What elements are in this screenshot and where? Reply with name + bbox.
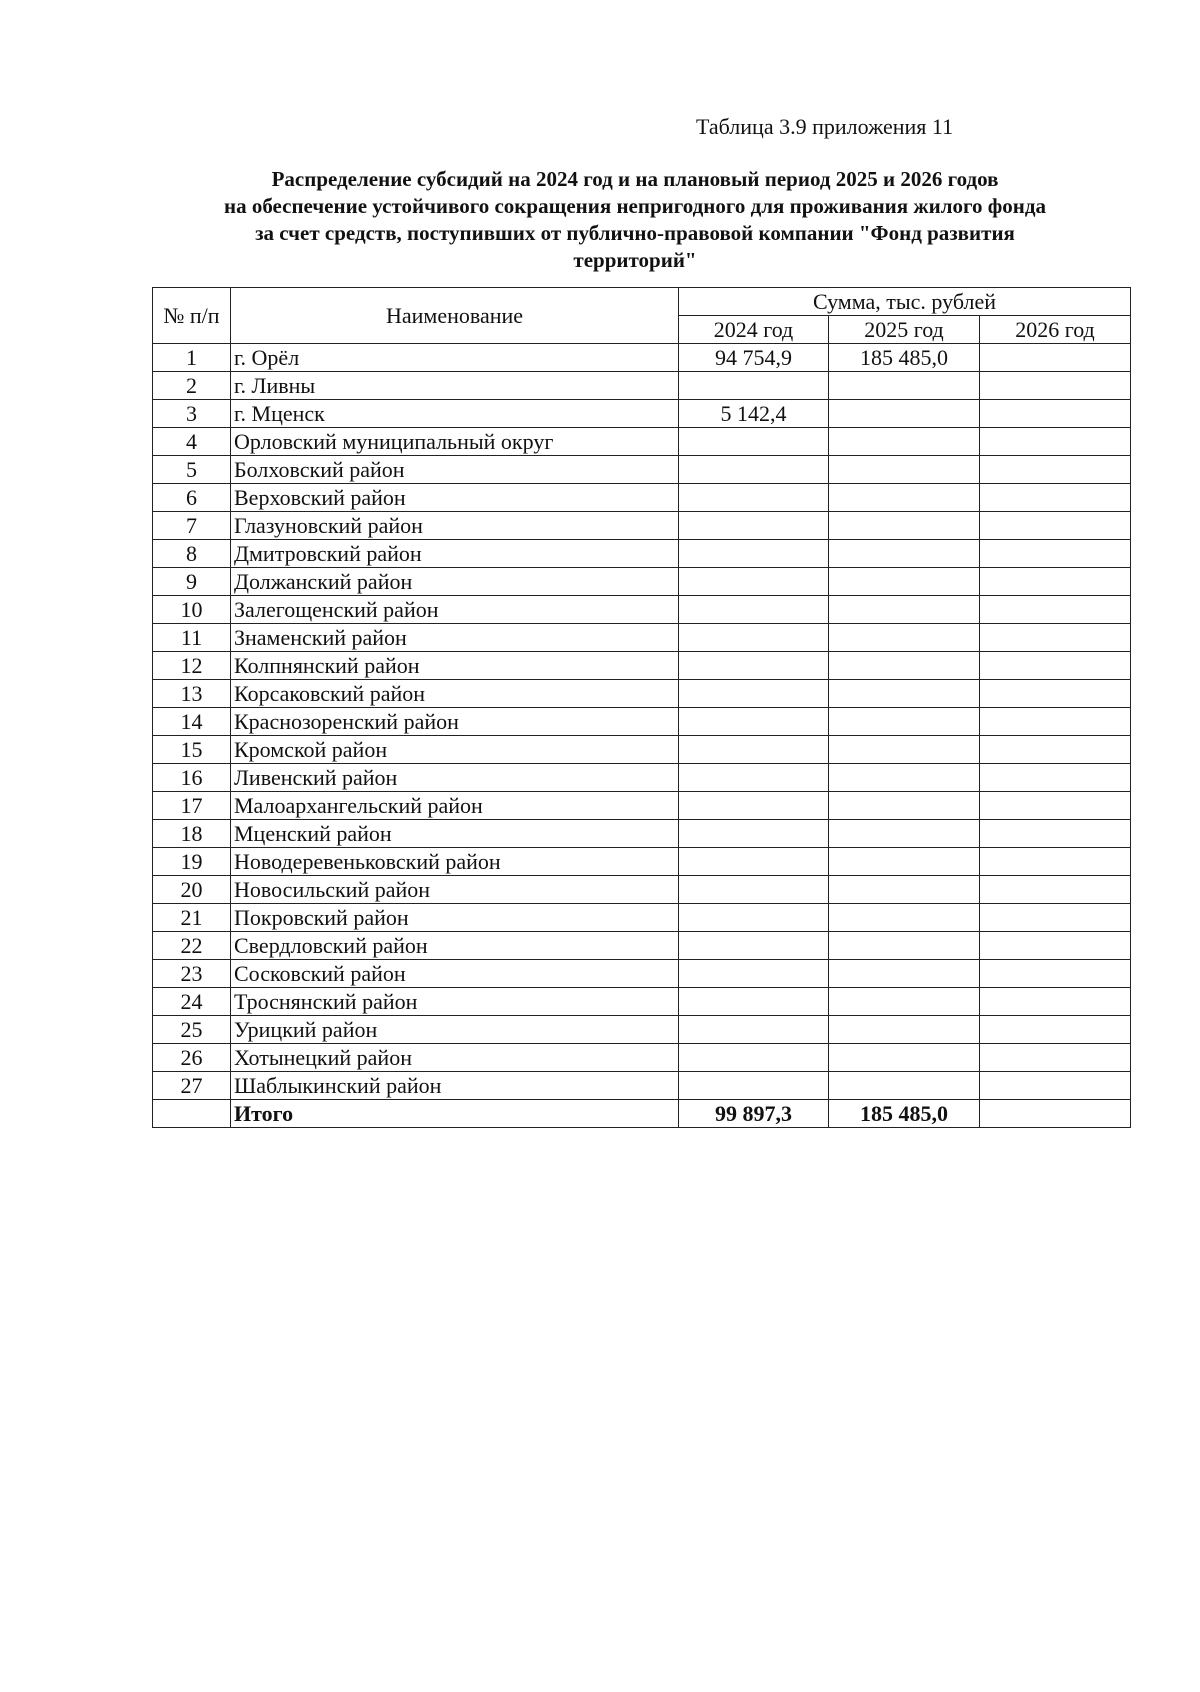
row-number: 2 bbox=[153, 372, 231, 400]
row-number: 18 bbox=[153, 820, 231, 848]
row-value-2026 bbox=[980, 512, 1131, 540]
row-value-2026 bbox=[980, 904, 1131, 932]
row-value-2026 bbox=[980, 428, 1131, 456]
row-value-2024 bbox=[679, 428, 829, 456]
row-number: 26 bbox=[153, 1044, 231, 1072]
row-value-2024 bbox=[679, 624, 829, 652]
row-number: 14 bbox=[153, 708, 231, 736]
row-name: Шаблыкинский район bbox=[231, 1072, 679, 1100]
row-name: Краснозоренский район bbox=[231, 708, 679, 736]
row-number: 22 bbox=[153, 932, 231, 960]
header-year-2024: 2024 год bbox=[679, 316, 829, 344]
row-value-2026 bbox=[980, 456, 1131, 484]
table-row bbox=[153, 400, 1131, 428]
row-number: 20 bbox=[153, 876, 231, 904]
row-number: 27 bbox=[153, 1072, 231, 1100]
table-row bbox=[153, 820, 1131, 848]
row-value-2026 bbox=[980, 1072, 1131, 1100]
row-name: Свердловский район bbox=[231, 932, 679, 960]
row-value-2026 bbox=[980, 372, 1131, 400]
row-value-2024 bbox=[679, 596, 829, 624]
row-value-2024 bbox=[679, 1044, 829, 1072]
row-value-2026 bbox=[980, 624, 1131, 652]
row-value-2024 bbox=[679, 512, 829, 540]
row-value-2026 bbox=[980, 764, 1131, 792]
table-row bbox=[153, 1044, 1131, 1072]
table-row bbox=[153, 1072, 1131, 1100]
subsidy-table bbox=[152, 287, 1131, 1128]
row-value-2026 bbox=[980, 680, 1131, 708]
row-name: Залегощенский район bbox=[231, 596, 679, 624]
row-value-2024 bbox=[679, 820, 829, 848]
header-name: Наименование bbox=[231, 288, 679, 344]
total-2025: 185 485,0 bbox=[829, 1100, 980, 1128]
row-value-2025 bbox=[829, 764, 980, 792]
table-row bbox=[153, 1016, 1131, 1044]
row-name: Кромской район bbox=[231, 736, 679, 764]
row-value-2025 bbox=[829, 736, 980, 764]
row-name: Сосковский район bbox=[231, 960, 679, 988]
title-line: территорий" bbox=[573, 248, 697, 272]
row-value-2024: 94 754,9 bbox=[679, 344, 829, 372]
row-name: Троснянский район bbox=[231, 988, 679, 1016]
row-name: Малоархангельский район bbox=[231, 792, 679, 820]
row-number: 13 bbox=[153, 680, 231, 708]
row-value-2026 bbox=[980, 820, 1131, 848]
table-row bbox=[153, 540, 1131, 568]
row-name: г. Мценск bbox=[231, 400, 679, 428]
row-name: г. Орёл bbox=[231, 344, 679, 372]
total-2024: 99 897,3 bbox=[679, 1100, 829, 1128]
row-value-2025 bbox=[829, 512, 980, 540]
table-row bbox=[153, 904, 1131, 932]
row-value-2024 bbox=[679, 904, 829, 932]
row-value-2024 bbox=[679, 988, 829, 1016]
table-body bbox=[153, 344, 1131, 1100]
table-row bbox=[153, 792, 1131, 820]
row-value-2025 bbox=[829, 680, 980, 708]
row-value-2025 bbox=[829, 1044, 980, 1072]
total-num-cell bbox=[153, 1100, 231, 1128]
row-value-2025 bbox=[829, 400, 980, 428]
row-value-2025 bbox=[829, 904, 980, 932]
row-value-2025 bbox=[829, 540, 980, 568]
table-row bbox=[153, 456, 1131, 484]
row-name: Болховский район bbox=[231, 456, 679, 484]
row-value-2026 bbox=[980, 988, 1131, 1016]
row-name: Должанский район bbox=[231, 568, 679, 596]
row-number: 23 bbox=[153, 960, 231, 988]
table-row bbox=[153, 596, 1131, 624]
row-name: Новосильский район bbox=[231, 876, 679, 904]
row-value-2026 bbox=[980, 484, 1131, 512]
row-value-2026 bbox=[980, 736, 1131, 764]
title-line: Распределение субсидий на 2024 год и на плановый период 2025 и 2026 годов bbox=[271, 167, 999, 191]
row-value-2024 bbox=[679, 652, 829, 680]
row-value-2026 bbox=[980, 1044, 1131, 1072]
row-name: Верховский район bbox=[231, 484, 679, 512]
annex-label: Таблица 3.9 приложения 11 bbox=[696, 114, 954, 139]
row-number: 3 bbox=[153, 400, 231, 428]
table-row bbox=[153, 652, 1131, 680]
row-value-2024 bbox=[679, 848, 829, 876]
row-number: 16 bbox=[153, 764, 231, 792]
row-value-2025: 185 485,0 bbox=[829, 344, 980, 372]
row-name: Колпнянский район bbox=[231, 652, 679, 680]
row-value-2025 bbox=[829, 1072, 980, 1100]
row-value-2025 bbox=[829, 960, 980, 988]
table-row bbox=[153, 680, 1131, 708]
row-number: 12 bbox=[153, 652, 231, 680]
total-2026 bbox=[980, 1100, 1131, 1128]
row-number: 1 bbox=[153, 344, 231, 372]
row-name: Покровский район bbox=[231, 904, 679, 932]
row-value-2025 bbox=[829, 792, 980, 820]
header-year-2025: 2025 год bbox=[829, 316, 980, 344]
row-value-2024 bbox=[679, 876, 829, 904]
row-value-2026 bbox=[980, 344, 1131, 372]
row-value-2026 bbox=[980, 848, 1131, 876]
table-row bbox=[153, 512, 1131, 540]
row-value-2026 bbox=[980, 960, 1131, 988]
row-value-2024 bbox=[679, 764, 829, 792]
table-row bbox=[153, 372, 1131, 400]
row-value-2025 bbox=[829, 624, 980, 652]
row-value-2024 bbox=[679, 708, 829, 736]
row-value-2024 bbox=[679, 1016, 829, 1044]
row-value-2024: 5 142,4 bbox=[679, 400, 829, 428]
row-value-2025 bbox=[829, 596, 980, 624]
header-year-2026: 2026 год bbox=[980, 316, 1131, 344]
row-value-2025 bbox=[829, 1016, 980, 1044]
row-name: Орловский муниципальный округ bbox=[231, 428, 679, 456]
row-number: 4 bbox=[153, 428, 231, 456]
header-num: № п/п bbox=[153, 288, 231, 344]
row-value-2025 bbox=[829, 372, 980, 400]
row-number: 15 bbox=[153, 736, 231, 764]
row-value-2024 bbox=[679, 680, 829, 708]
row-number: 24 bbox=[153, 988, 231, 1016]
table-row bbox=[153, 932, 1131, 960]
table-row bbox=[153, 876, 1131, 904]
row-number: 19 bbox=[153, 848, 231, 876]
row-name: Корсаковский район bbox=[231, 680, 679, 708]
title-line: за счет средств, поступивших от публично-правовой компании "Фонд развития bbox=[255, 221, 1015, 245]
row-number: 9 bbox=[153, 568, 231, 596]
table-row bbox=[153, 988, 1131, 1016]
row-name: г. Ливны bbox=[231, 372, 679, 400]
row-value-2025 bbox=[829, 484, 980, 512]
row-value-2026 bbox=[980, 1016, 1131, 1044]
row-number: 10 bbox=[153, 596, 231, 624]
row-number: 17 bbox=[153, 792, 231, 820]
row-number: 11 bbox=[153, 624, 231, 652]
row-value-2024 bbox=[679, 960, 829, 988]
row-name: Мценский район bbox=[231, 820, 679, 848]
row-value-2026 bbox=[980, 708, 1131, 736]
row-value-2024 bbox=[679, 736, 829, 764]
row-number: 6 bbox=[153, 484, 231, 512]
row-value-2026 bbox=[980, 540, 1131, 568]
table-row bbox=[153, 736, 1131, 764]
row-name: Урицкий район bbox=[231, 1016, 679, 1044]
row-value-2024 bbox=[679, 456, 829, 484]
row-value-2025 bbox=[829, 932, 980, 960]
row-name: Дмитровский район bbox=[231, 540, 679, 568]
total-label: Итого bbox=[231, 1100, 679, 1128]
row-name: Хотынецкий район bbox=[231, 1044, 679, 1072]
table-row bbox=[153, 960, 1131, 988]
row-number: 25 bbox=[153, 1016, 231, 1044]
row-name: Глазуновский район bbox=[231, 512, 679, 540]
row-value-2026 bbox=[980, 876, 1131, 904]
row-value-2024 bbox=[679, 568, 829, 596]
row-number: 5 bbox=[153, 456, 231, 484]
row-value-2024 bbox=[679, 540, 829, 568]
row-number: 8 bbox=[153, 540, 231, 568]
row-value-2024 bbox=[679, 372, 829, 400]
table-row bbox=[153, 624, 1131, 652]
title-line: на обеспечение устойчивого сокращения непригодного для проживания жилого фонда bbox=[223, 194, 1047, 218]
row-value-2025 bbox=[829, 652, 980, 680]
row-name: Ливенский район bbox=[231, 764, 679, 792]
table-row bbox=[153, 848, 1131, 876]
row-value-2024 bbox=[679, 1072, 829, 1100]
row-value-2025 bbox=[829, 876, 980, 904]
row-value-2026 bbox=[980, 792, 1131, 820]
row-value-2025 bbox=[829, 428, 980, 456]
row-value-2026 bbox=[980, 596, 1131, 624]
row-value-2026 bbox=[980, 568, 1131, 596]
table-row bbox=[153, 708, 1131, 736]
row-number: 7 bbox=[153, 512, 231, 540]
row-value-2025 bbox=[829, 988, 980, 1016]
row-value-2024 bbox=[679, 792, 829, 820]
table-row bbox=[153, 428, 1131, 456]
row-name: Знаменский район bbox=[231, 624, 679, 652]
row-name: Новодеревеньковский район bbox=[231, 848, 679, 876]
table-row bbox=[153, 344, 1131, 372]
row-value-2026 bbox=[980, 652, 1131, 680]
row-value-2026 bbox=[980, 932, 1131, 960]
row-value-2025 bbox=[829, 708, 980, 736]
row-value-2025 bbox=[829, 820, 980, 848]
row-value-2025 bbox=[829, 456, 980, 484]
row-value-2026 bbox=[980, 400, 1131, 428]
row-value-2025 bbox=[829, 568, 980, 596]
total-row bbox=[153, 1100, 1131, 1128]
row-value-2024 bbox=[679, 484, 829, 512]
row-value-2024 bbox=[679, 932, 829, 960]
row-value-2025 bbox=[829, 848, 980, 876]
table-row bbox=[153, 484, 1131, 512]
row-number: 21 bbox=[153, 904, 231, 932]
document-title bbox=[150, 166, 1120, 274]
table-row bbox=[153, 568, 1131, 596]
header-sum: Сумма, тыс. рублей bbox=[679, 288, 1131, 316]
table-row bbox=[153, 764, 1131, 792]
